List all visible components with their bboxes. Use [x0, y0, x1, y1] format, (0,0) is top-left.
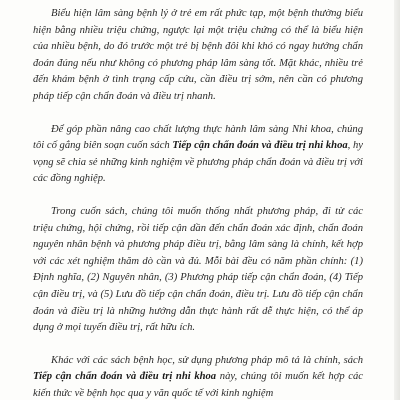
- book-title: Tiếp cận chẩn đoán và điều trị nhi khoa: [172, 140, 348, 152]
- paragraph-text: Khác với các sách bệnh học, sử dụng phương pháp mô tả là chính, sách: [51, 354, 363, 366]
- paragraph-clinical-manifestations: Biểu hiện lâm sàng bệnh lý ở trẻ em rất phức tạp, một bệnh thường biểu hiện bằng nhiều triệu chứng, ngược lại một triệu chứng có thể là biểu hiện của nhiều bệnh, do đó trước một trẻ bị bệnh đôi khi khó có ngay hướng chẩn đoán đúng nếu như không có phương pháp lâm sàng tốt. Mặt khác, nhiều trẻ đến khám bệnh ở tình trạng cấp cứu, cần điều trị sớm, nên cần có phương pháp tiếp cận chẩn đoán và điều trị nhanh.: [33, 8, 363, 102]
- paragraph-book-structure: Trong cuốn sách, chúng tôi muốn thống nhất phương pháp, đi từ các triệu chứng, hội chứng, rồi tiếp cận dần đến chẩn đoán xác định, chẩn đoán nguyên nhân bệnh và phương pháp điều trị, bằng lâm sàng là chính, kết hợp với các xét nghiệm thăm dò cần và đủ. Mỗi bài đều có năm phần chính: (1) Định nghĩa, (2) Nguyên nhân, (3) Phương pháp tiếp cận chẩn đoán, (4) Tiếp cận điều trị, và (5) Lưu đồ tiếp cận chẩn đoán, điều trị. Lưu đồ tiếp cận chẩn đoán và điều trị là những hướng dẫn thực hành rất dễ thực hiện, có thể áp dụng ở mọi tuyến điều trị, rất hữu ích.: [33, 205, 363, 334]
- page-edge-shadow: [394, 0, 400, 400]
- book-title: Tiếp cận chẩn đoán và điều trị nhi khoa: [33, 371, 217, 383]
- preface-text: [33, 6, 363, 400]
- paragraph-book-approach: [33, 353, 363, 400]
- paragraph-text: này, chúng tôi muốn kết hợp các kiến thức về bệnh học qua y văn quốc tế với kinh nghiệm: [33, 371, 363, 399]
- paragraph-text: Để góp phần nâng cao chất lượng thực hành lâm sàng Nhi khoa, chúng tôi cố gắng biên soạn cuốn sách: [33, 123, 363, 152]
- paragraph-text: , hy vọng sẽ chia sẻ những kinh nghiệm về phương pháp chẩn đoán và điều trị với các đồng nghiệp.: [33, 140, 363, 185]
- paragraph-book-purpose: [33, 122, 363, 188]
